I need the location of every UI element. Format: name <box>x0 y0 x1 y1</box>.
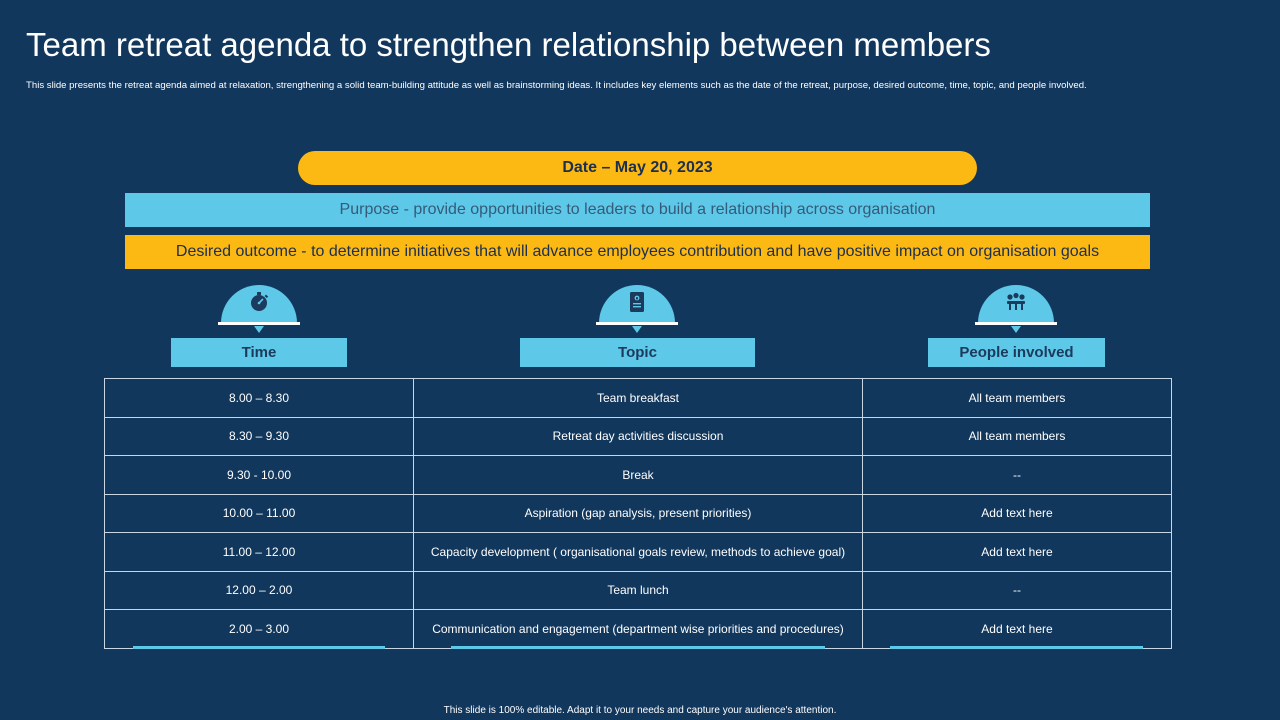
time-cell: 8.00 – 8.30 <box>105 379 414 418</box>
time-cell: 8.30 – 9.30 <box>105 417 414 456</box>
people-cell: Add text here <box>863 533 1172 572</box>
people-cell: -- <box>863 571 1172 610</box>
time-pointer <box>254 326 264 333</box>
people-pointer <box>1011 326 1021 333</box>
topic-cell: Team breakfast <box>414 379 863 418</box>
time-column-accent <box>133 646 385 649</box>
time-cell: 11.00 – 12.00 <box>105 533 414 572</box>
topic-cell: Capacity development ( organisational goals review, methods to achieve goal) <box>414 533 863 572</box>
time-cell: 12.00 – 2.00 <box>105 571 414 610</box>
table-row <box>105 571 1172 610</box>
outcome-banner: Desired outcome - to determine initiatives that will advance employees contribution and have positive impact on organisation goals <box>125 235 1150 269</box>
stopwatch-icon <box>246 289 272 315</box>
topic-pointer <box>632 326 642 333</box>
column-header-time: Time <box>171 338 347 367</box>
time-dome-base <box>218 322 300 325</box>
topic-cell: Team lunch <box>414 571 863 610</box>
topic-column-accent <box>451 646 825 649</box>
people-cell: All team members <box>863 379 1172 418</box>
topic-cell: Break <box>414 456 863 495</box>
people-cell: Add text here <box>863 610 1172 649</box>
column-header-people: People involved <box>928 338 1105 367</box>
table-row <box>105 417 1172 456</box>
footer-note: This slide is 100% editable. Adapt it to your needs and capture your audience's attention. <box>443 705 837 716</box>
topic-cell: Communication and engagement (department wise priorities and procedures) <box>414 610 863 649</box>
people-column-accent <box>890 646 1143 649</box>
page-title: Team retreat agenda to strengthen relationship between members <box>26 26 991 63</box>
topic-cell: Retreat day activities discussion <box>414 417 863 456</box>
id-badge-icon <box>624 289 650 315</box>
topic-cell: Aspiration (gap analysis, present priorities) <box>414 494 863 533</box>
table-row <box>105 610 1172 649</box>
table-row <box>105 533 1172 572</box>
date-banner: Date – May 20, 2023 <box>298 151 977 185</box>
people-dome-base <box>975 322 1057 325</box>
column-header-topic: Topic <box>520 338 755 367</box>
agenda-table <box>104 378 1172 649</box>
page-subtitle: This slide presents the retreat agenda aimed at relaxation, strengthening a solid team-building attitude as well as brainstorming ideas. It includes key elements such as the date of the retreat, purpose, desired outcome, time, topic, and people involved. <box>26 80 1087 91</box>
people-cell: Add text here <box>863 494 1172 533</box>
people-cell: -- <box>863 456 1172 495</box>
people-cell: All team members <box>863 417 1172 456</box>
team-icon <box>1003 289 1029 315</box>
purpose-banner: Purpose - provide opportunities to leaders to build a relationship across organisation <box>125 193 1150 227</box>
time-cell: 2.00 – 3.00 <box>105 610 414 649</box>
time-cell: 10.00 – 11.00 <box>105 494 414 533</box>
table-row <box>105 456 1172 495</box>
topic-dome-base <box>596 322 678 325</box>
table-row <box>105 379 1172 418</box>
time-cell: 9.30 - 10.00 <box>105 456 414 495</box>
table-row <box>105 494 1172 533</box>
